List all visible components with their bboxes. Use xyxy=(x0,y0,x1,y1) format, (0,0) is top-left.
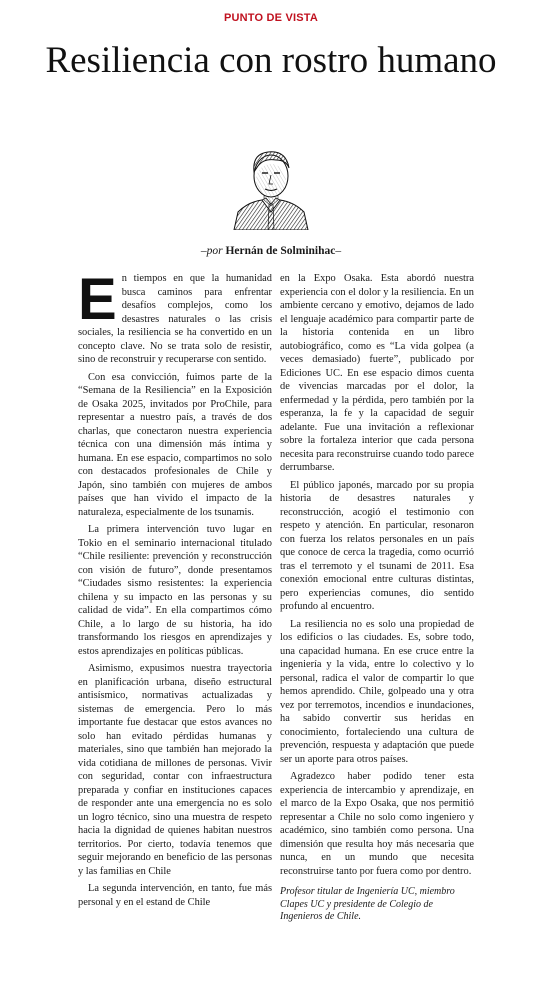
paragraph: El público japonés, marcado por su propia historia de desastres naturales y reconstrucción, acogió el testimonio con respeto y atención. En particular, resonaron con fuerza los relatos personales en un país que conoce de cerca la tragedia, como ocurrió tras el terremoto y el tsunami de 2011. Esa conexión emocional entre culturas distintas, pero experiencias comunes, dio sentido profundo al encuentro. xyxy=(280,479,474,612)
article-column-right xyxy=(280,272,474,928)
byline-prefix: –por xyxy=(200,245,226,257)
byline-suffix: – xyxy=(335,245,342,257)
author-name: Hernán de Solminihac xyxy=(225,245,336,257)
byline xyxy=(0,245,542,257)
author-portrait xyxy=(228,140,314,230)
paragraph: Agradezco haber podido tener esta experiencia de intercambio y aprendizaje, en el marco de la Expo Osaka, que nos permitió representar a Chile no solo como ingeniero y académico, sino también como persona. Una dimensión que resulta hoy más necesaria que nunca, en un mundo que necesita reconstruirse tanto por fuera como por dentro. xyxy=(280,771,474,877)
paragraph: La resiliencia no es solo una propiedad de los edificios o las ciudades. Es, sobre todo, una capacidad humana. En ese cruce entre la ingeniería y la vida, entre lo colectivo y lo personal, radica el valor de compartir lo que hemos aprendido. Chile, golpeado una y otra vez por terremotos, incendios e inundaciones, ha sabido convertir sus heridas en conocimiento, fortaleciendo una cultura de prevención, respuesta y adaptación que puede ser un aporte para otros países. xyxy=(280,618,474,765)
paragraph: Con esa convicción, fuimos parte de la “Semana de la Resiliencia” en la Exposición de Osaka 2025, invitados por ProChile, para representar a nuestro país, a través de dos charlas, que conectaron nuestra experiencia técnica con una dimensión más íntima y humana. En ese espacio, compartimos no solo con destacados profesionales de Chile y Japón, sino también con mujeres de ambos países que han vivido el impacto de la naturaleza, especialmente de los tsunamis. xyxy=(78,371,272,518)
author-note: Profesor titular de Ingeniería UC, miembro Clapes UC y presidente de Colegio de Ingenieros de Chile. xyxy=(280,886,455,922)
article-column-left xyxy=(78,267,272,913)
paragraph: Asimismo, expusimos nuestra trayectoria en planificación urbana, diseño estructural antisísmico, normativas actualizadas y sistemas de emergencia. Pero lo más importante fue destacar que estos avances no solo han evitado pérdidas humanas y materiales, sino que también han mejorado la vida cotidiana de millones de personas. Vivir con seguridad, contar con infraestructura preparada y confiar en instituciones capaces de responder ante una emergencia no es solo un logro técnico, sino una muestra de respeto hacia la dignidad de quienes habitan nuestros territorios. Por cierto, todavía tenemos que seguir mejorando en beneficio de las personas y las familias en Chile xyxy=(78,663,272,877)
drop-cap: E xyxy=(78,267,117,332)
paragraph: La primera intervención tuvo lugar en Tokio en el seminario internacional titulado “Chile resiliente: prevención y reconstrucción con visión de futuro”, donde presentamos “Ciudades sismo resistentes: la experiencia chilena y su impacto en las personas y su calidad de vida”. En ella compartimos cómo Chile, a lo largo de su historia, ha ido transformando los riesgos en aprendizajes y estos aprendizajes en políticas públicas. xyxy=(78,524,272,657)
paragraph: La segunda intervención, en tanto, fue más personal y en el estand de Chile xyxy=(78,883,272,908)
paragraph: en la Expo Osaka. Esta abordó nuestra experiencia con el dolor y la resiliencia. En un ambiente cercano y emotivo, dejamos de lado el lenguaje académico para compartir parte de la historia contenida en un libro autobiográfico, como es “La vida golpea (a veces demasiado) fuerte”, publicado por Ediciones UC. En ese espacio dimos cuenta de vivencias marcadas por el dolor, la enfermedad y la pérdida, pero también por la esperanza, la fe y la capacidad de seguir adelante. Fue una invitación a reflexionar sobre la fortaleza interior que cada persona necesita para reconstruirse cuando todo parece derrumbarse. xyxy=(280,273,474,473)
section-kicker: PUNTO DE VISTA xyxy=(223,12,319,24)
portrait-illustration xyxy=(228,140,314,230)
paragraph-text: n tiempos en que la humanidad busca caminos para enfrentar desafíos complejos, como los desastres naturales o las crisis sociales, la resiliencia se ha convertido en un concepto clave. No se trata solo de resistir, sino de reconstruir y recuperarse con sentido. xyxy=(78,273,272,365)
article-headline: Resiliencia con rostro humano xyxy=(45,40,497,81)
paragraph xyxy=(78,267,272,367)
